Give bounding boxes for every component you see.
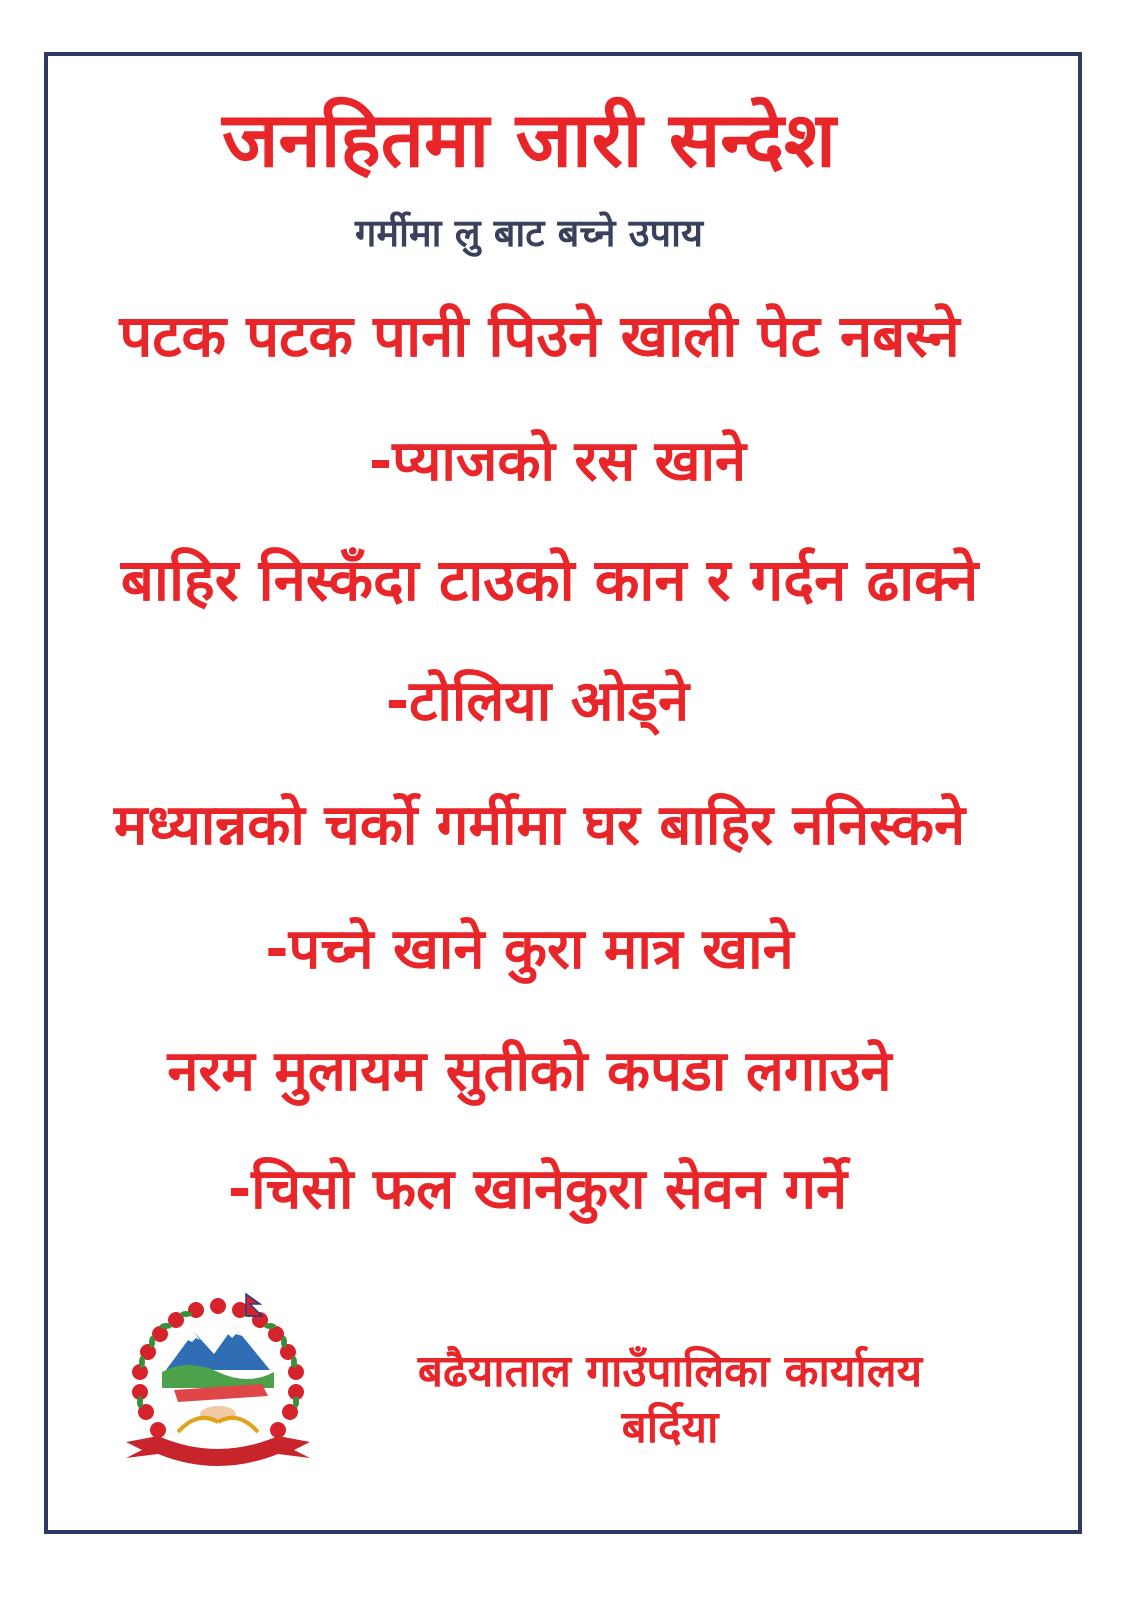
tip-line-1: पटक पटक पानी पिउने खाली पेट नबस्ने <box>119 302 960 370</box>
office-signature <box>330 1344 1010 1456</box>
office-name: बढैयाताल गाउँपालिका कार्यालय <box>417 1346 923 1397</box>
tip-line-7: नरम मुलायम सुतीको कपडा लगाउने <box>167 1039 892 1104</box>
poster-subtitle: गर्मीमा लु बाट बच्ने उपाय <box>354 211 704 255</box>
office-district: बर्दिया <box>621 1402 719 1453</box>
tip-line-3: बाहिर निस्कँदा टाउको कान र गर्दन ढाक्ने <box>120 546 979 614</box>
tip-line-4: -टोलिया ओड्ने <box>385 669 690 734</box>
poster-title: जनहितमा जारी सन्देश <box>222 95 836 184</box>
tip-line-5: मध्यान्नको चर्को गर्मीमा घर बाहिर ननिस्कने <box>113 793 966 858</box>
tip-line-6: -पच्ने खाने कुरा मात्र खाने <box>265 917 794 982</box>
tip-line-2: -प्याजको रस खाने <box>368 429 747 494</box>
nepal-emblem-icon <box>118 1292 318 1474</box>
tip-line-8: -चिसो फल खानेकुरा सेवन गर्ने <box>227 1157 848 1222</box>
